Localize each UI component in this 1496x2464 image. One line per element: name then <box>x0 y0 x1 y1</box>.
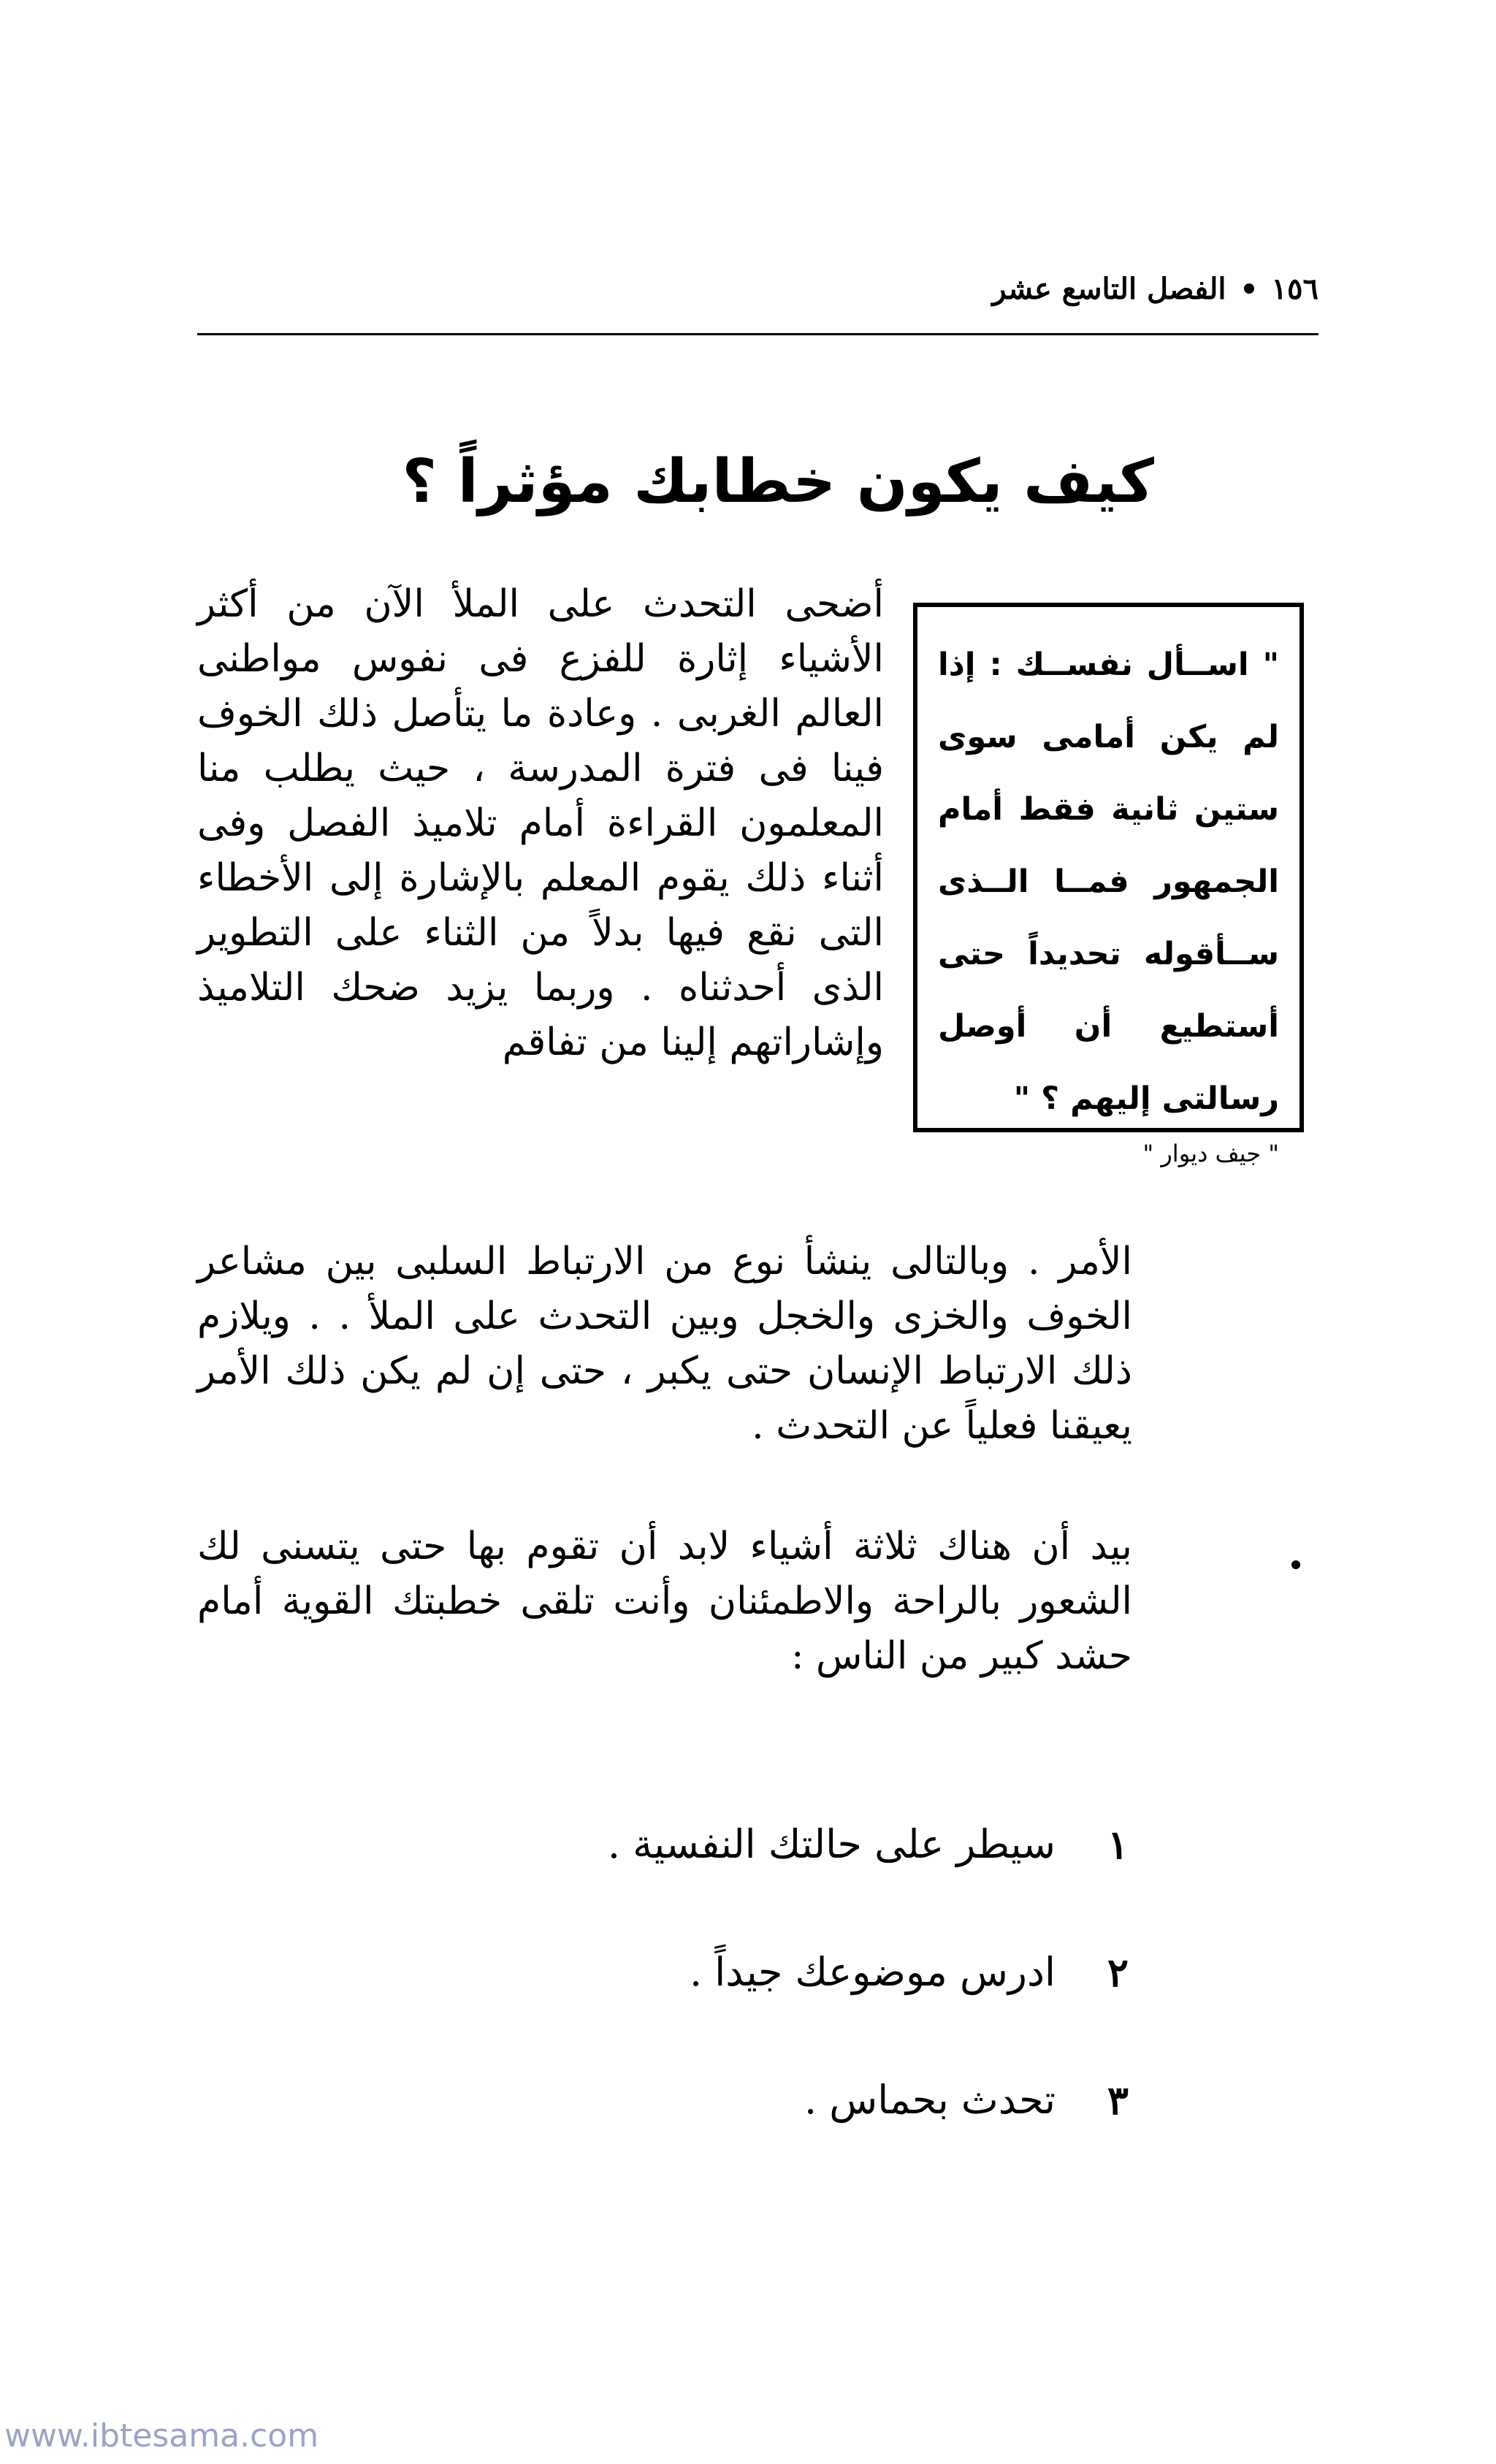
quote-author: " جيف ديوار " <box>1142 1140 1279 1167</box>
list-item-number: ١ <box>1107 1821 1129 1868</box>
numbered-list <box>438 1812 1129 2195</box>
list-item-text: ادرس موضوعك جيداً . <box>689 1949 1056 1995</box>
quote-text: " اســأل نفســك : إذا لم يكن أمامى سوى ستين ثانية فقط أمام الجمهور فمــا الــذى ســأقوله تحديداً حتى أستطيع أن أوصل رسالتى إليهم ؟ " <box>938 646 1279 1117</box>
paragraph-1-continued: الأمر . وبالتالى ينشأ نوع من الارتباط السلبى بين مشاعر الخوف والخزى والخجل وبين التحدث على الملأ . . ويلازم ذلك الارتباط الإنسان حتى يكبر ، حتى إن لم يكن ذلك الأمر يعيقنا فعلياً عن التحدث . <box>197 1240 1132 1448</box>
list-item-text: تحدث بحماس . <box>804 2077 1056 2123</box>
page-number: ١٥٦ <box>1271 271 1318 306</box>
quote-box <box>913 603 1304 1167</box>
list-item-text: سيطر على حالتك النفسية . <box>607 1821 1056 1867</box>
paragraph-bullet-icon <box>1291 1560 1300 1569</box>
list-item <box>438 1812 1129 1939</box>
list-item <box>438 2067 1129 2195</box>
section-title: كيف يكون خطابك مؤثراً ؟ <box>402 447 1154 516</box>
list-item-number: ٢ <box>1107 1949 1129 1996</box>
running-header <box>197 259 1318 318</box>
list-item <box>438 1939 1129 2067</box>
list-item-number: ٣ <box>1107 2077 1129 2124</box>
watermark-url: www.ibtesama.com <box>4 2417 319 2455</box>
header-rule <box>197 333 1318 335</box>
header-bullet-icon <box>1244 283 1254 294</box>
paragraph-1-wrapped: أضحى التحدث على الملأ الآن من أكثر الأشياء إثارة للفزع فى نفوس مواطنى العالم الغربى . وعادة ما يتأصل ذلك الخوف فينا فى فترة المدرسة ، حيث يطلب منا المعلمون القراءة أمام تلاميذ الفصل وفى أثناء ذلك يقوم المعلم بالإشارة إلى الأخطاء التى نقع فيها بدلاً من الثناء على التطوير الذى أحدثناه . وربما يزيد ضحك التلاميذ وإشاراتهم إلينا من تفاقم <box>197 582 884 1064</box>
paragraph-2: بيد أن هناك ثلاثة أشياء لابد أن تقوم بها حتى يتسنى لك الشعور بالراحة والاطمئنان وأنت تلقى خطبتك القوية أمام حشد كبير من الناس : <box>197 1525 1132 1678</box>
chapter-title: الفصل التاسع عشر <box>992 271 1226 306</box>
